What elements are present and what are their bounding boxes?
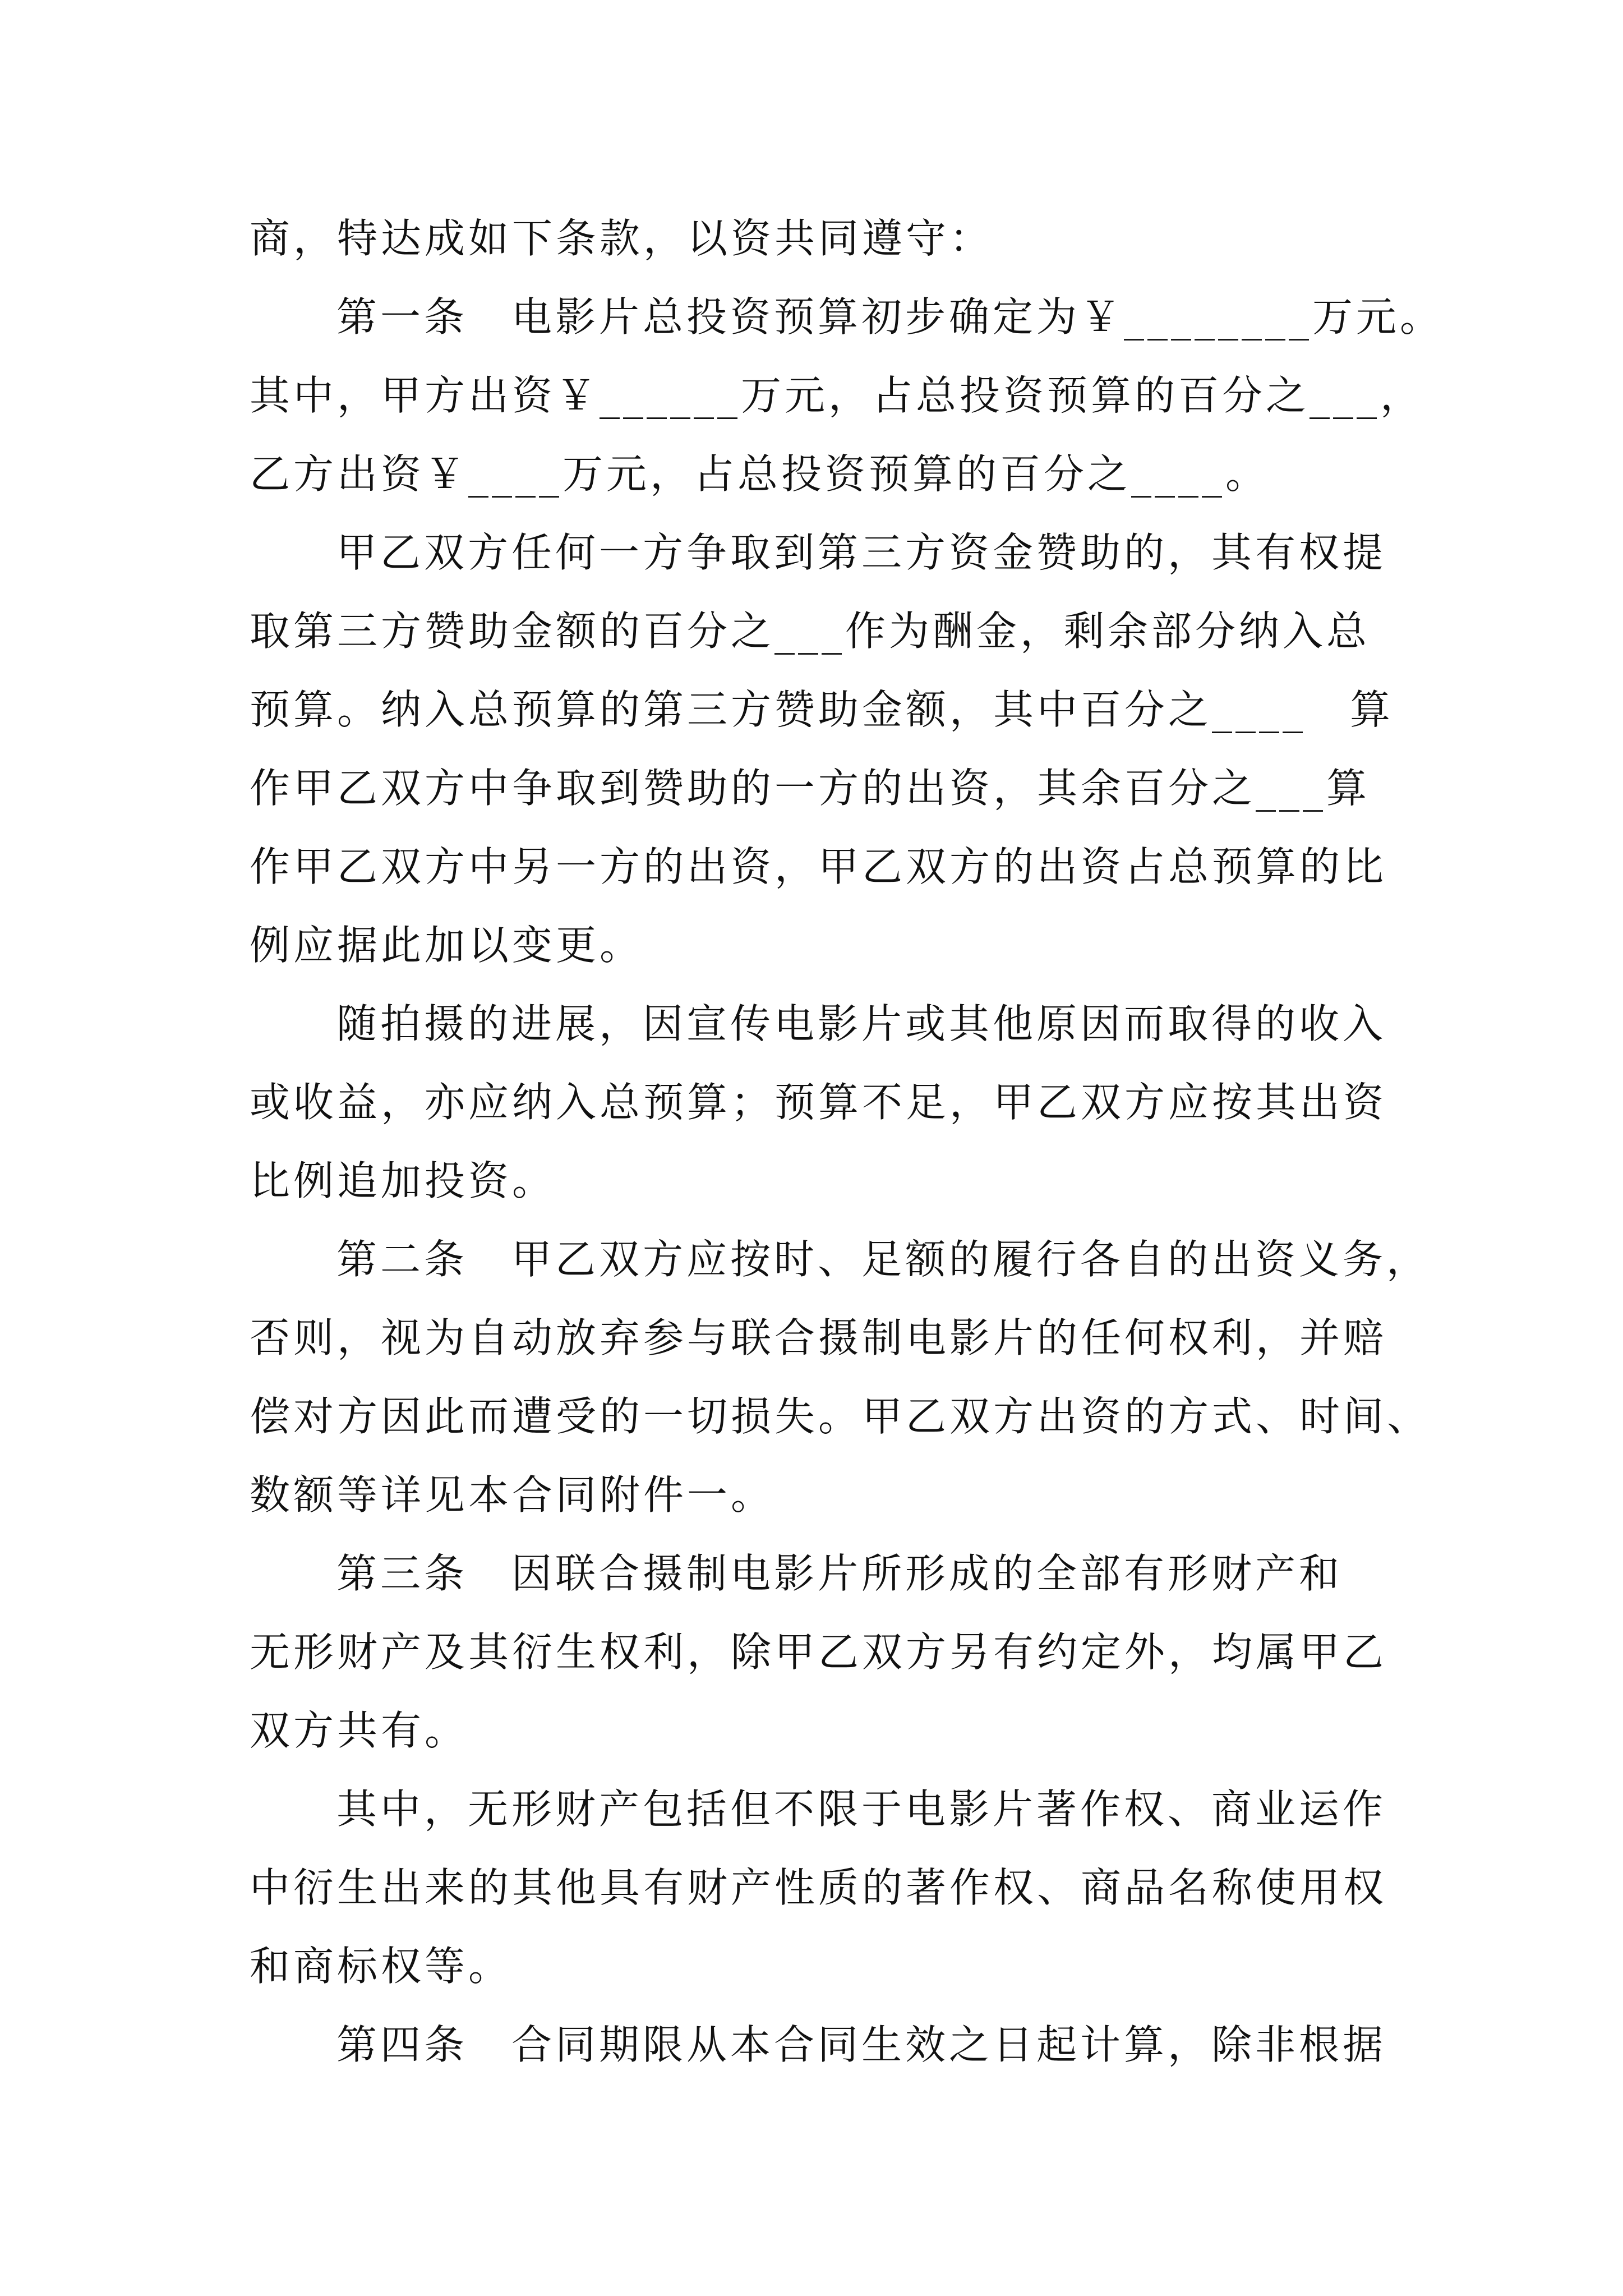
text-line: 偿对方因此而遭受的一切损失。甲乙双方出资的方式、时间、 (250, 1393, 1431, 1440)
text-line: 预算。纳入总预算的第三方赞助金额，其中百分之____ 算 (250, 686, 1394, 733)
text-line: 第二条 甲乙双方应按时、足额的履行各自的出资义务， (336, 1236, 1431, 1283)
text-line: 乙方出资￥____万元，占总投资预算的百分之____。 (250, 450, 1270, 498)
text-line: 其中，甲方出资￥______万元，占总投资预算的百分之___， (250, 372, 1424, 419)
text-line: 数额等详见本合同附件一。 (250, 1471, 775, 1519)
text-line: 否则，视为自动放弃参与联合摄制电影片的任何权利，并赔 (250, 1314, 1387, 1361)
text-line: 无形财产及其衍生权利，除甲乙双方另有约定外，均属甲乙 (250, 1628, 1387, 1676)
text-line: 作甲乙双方中另一方的出资，甲乙双方的出资占总预算的比 (250, 843, 1387, 890)
text-line: 第一条 电影片总投资预算初步确定为￥________万元。 (336, 293, 1444, 341)
text-line: 或收益，亦应纳入总预算；预算不足，甲乙双方应按其出资 (250, 1079, 1387, 1126)
text-line: 例应据此加以变更。 (250, 922, 644, 969)
text-line: 双方共有。 (250, 1707, 469, 1754)
text-line: 中衍生出来的其他具有财产性质的著作权、商品名称使用权 (250, 1864, 1387, 1911)
text-line: 比例追加投资。 (250, 1157, 556, 1204)
text-line: 其中，无形财产包括但不限于电影片著作权、商业运作 (336, 1786, 1387, 1833)
text-line: 商，特达成如下条款，以资共同遵守： (250, 215, 994, 262)
text-line: 取第三方赞助金额的百分之___作为酬金，剩余部分纳入总 (250, 608, 1371, 655)
text-line: 第四条 合同期限从本合同生效之日起计算，除非根据 (336, 2021, 1387, 2068)
text-line: 作甲乙双方中争取到赞助的一方的出资，其余百分之___算 (250, 765, 1371, 812)
text-line: 第三条 因联合摄制电影片所形成的全部有形财产和 (336, 1550, 1343, 1597)
text-line: 随拍摄的进展，因宣传电影片或其他原因而取得的收入 (336, 1000, 1387, 1047)
text-line: 甲乙双方任何一方争取到第三方资金赞助的，其有权提 (336, 529, 1387, 576)
text-line: 和商标权等。 (250, 1943, 513, 1990)
